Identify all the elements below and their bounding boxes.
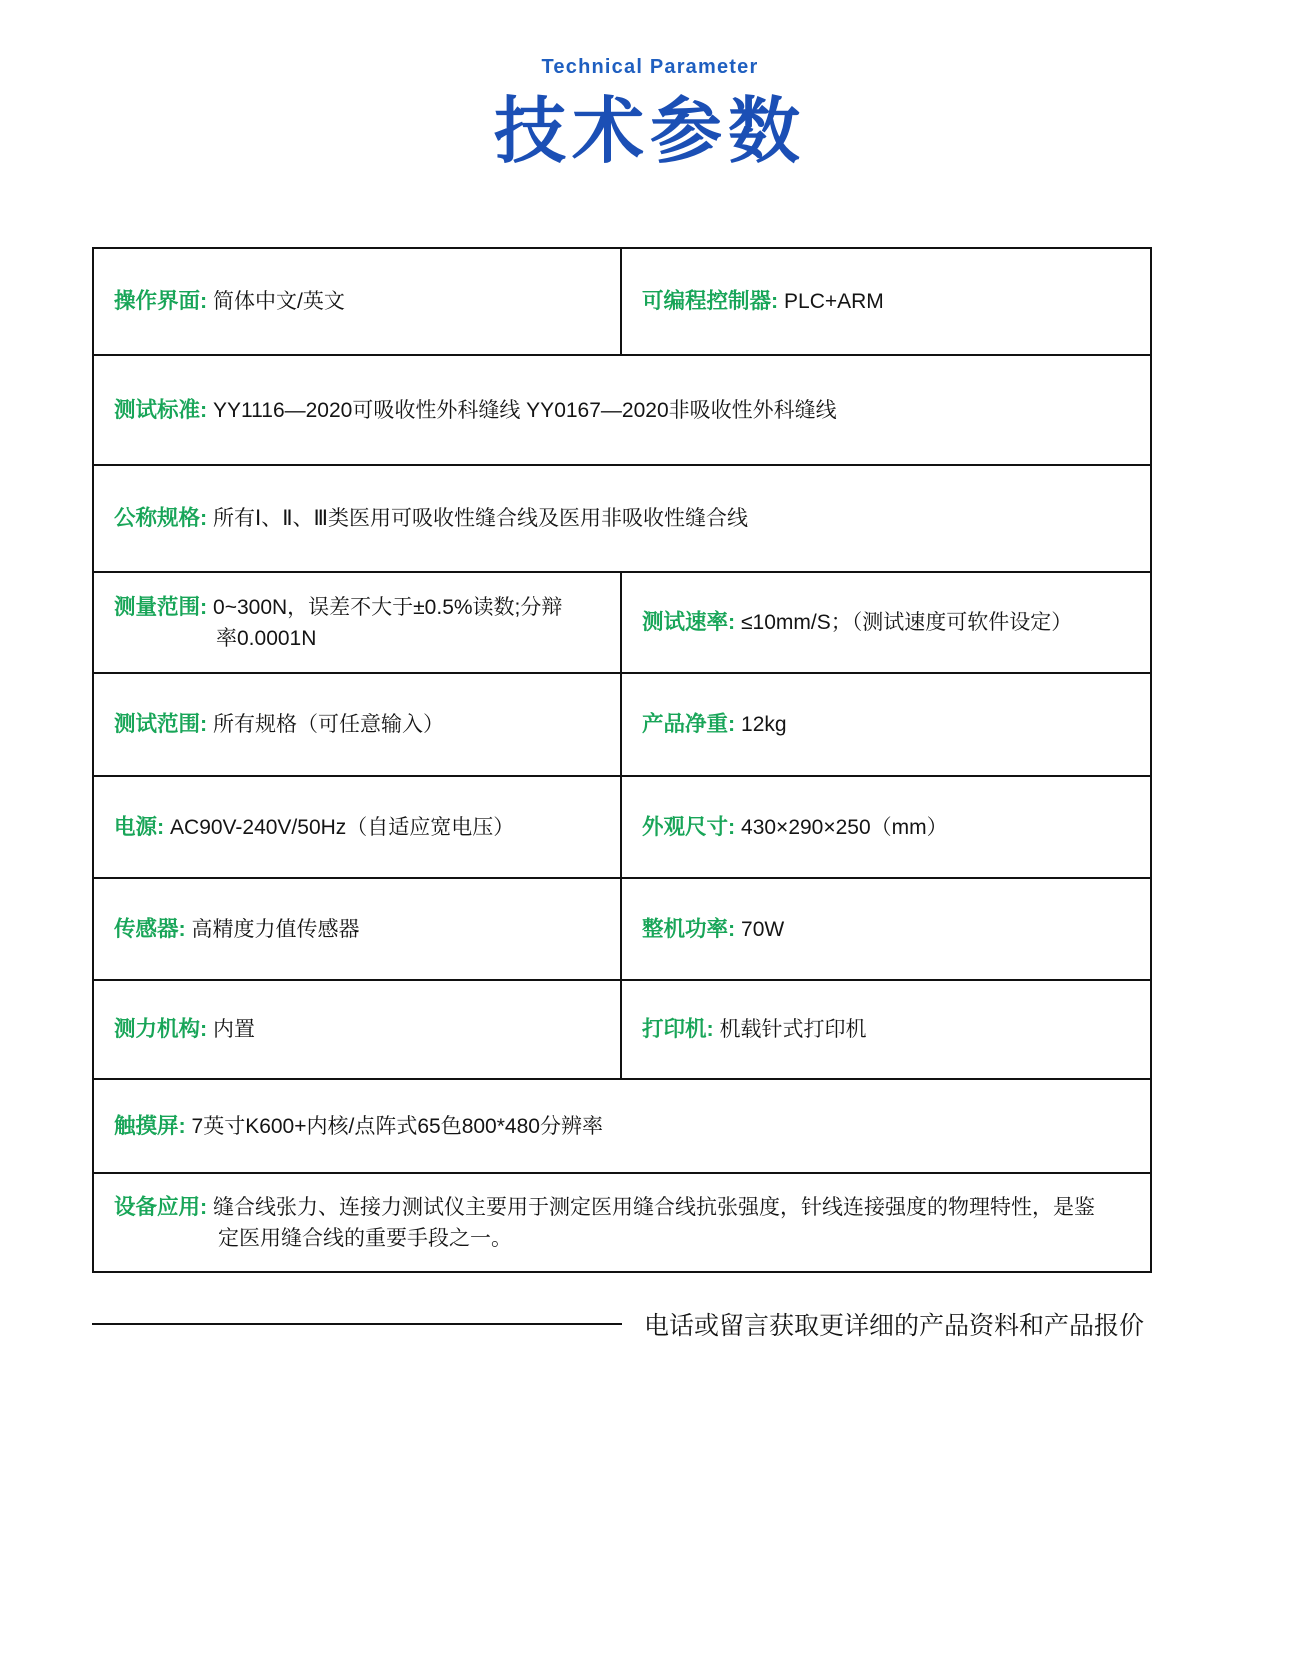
spec-value-line2: 率0.0001N: [216, 627, 317, 650]
spec-cell-printer: [622, 981, 1150, 1078]
spec-value: 430×290×250（mm）: [741, 815, 948, 839]
spec-label: 公称规格:: [114, 506, 208, 531]
spec-label: 外观尺寸:: [642, 814, 736, 839]
spec-label: 测力机构:: [114, 1017, 208, 1042]
spec-value: PLC+ARM: [784, 290, 884, 314]
page-eyebrow: Technical Parameter: [541, 56, 759, 78]
spec-cell-operation-interface: [94, 249, 622, 354]
spec-value: ≤10mm/S；（测试速度可软件设定）: [741, 611, 1073, 635]
spec-label: 测试速率:: [642, 610, 736, 635]
spec-value: AC90V-240V/50Hz（自适应宽电压）: [170, 815, 515, 839]
spec-value: 机载针式打印机: [719, 1018, 867, 1042]
spec-label: 测试标准:: [114, 397, 208, 422]
spec-cell-test-speed: [622, 573, 1150, 672]
spec-table: [92, 247, 1152, 1273]
spec-cell-plc-controller: [622, 249, 1150, 354]
spec-cell-touchscreen: [94, 1080, 1150, 1172]
spec-value: 12kg: [741, 713, 787, 737]
table-row: [94, 674, 1150, 777]
spec-label: 操作界面:: [114, 289, 208, 314]
spec-value: YY1116—2020可吸收性外科缝线 YY0167—2020非吸收性外科缝线: [213, 398, 837, 422]
page-title: 技术参数: [493, 92, 806, 172]
spec-label: 测量范围:: [114, 594, 208, 619]
spec-value-line2: 定医用缝合线的重要手段之一。: [218, 1227, 512, 1250]
spec-cell-test-standard: [94, 356, 1150, 464]
spec-label: 可编程控制器:: [642, 289, 779, 314]
page-footer: [92, 1306, 1152, 1342]
footer-divider: [92, 1323, 622, 1325]
spec-label: 触摸屏:: [114, 1113, 186, 1138]
spec-label: 电源:: [114, 814, 165, 839]
spec-value: 所有Ⅰ、Ⅱ、Ⅲ类医用可吸收性缝合线及医用非吸收性缝合线: [213, 507, 749, 531]
table-row: [94, 356, 1150, 466]
spec-cell-sensor: [94, 879, 622, 979]
table-row: [94, 573, 1150, 674]
spec-value: 简体中文/英文: [213, 290, 345, 314]
spec-value: 70W: [741, 917, 785, 941]
spec-label: 设备应用:: [114, 1194, 208, 1219]
spec-cell-application: [94, 1174, 1150, 1271]
spec-cell-test-range: [94, 674, 622, 775]
footer-contact-text: 电话或留言获取更详细的产品资料和产品报价: [644, 1312, 1145, 1340]
spec-cell-force-mechanism: [94, 981, 622, 1078]
spec-value: 缝合线张力、连接力测试仪主要用于测定医用缝合线抗张强度，针线连接强度的物理特性，是鉴: [213, 1195, 1096, 1219]
table-row: [94, 466, 1150, 573]
spec-value: 高精度力值传感器: [191, 917, 360, 941]
spec-value: 0~300N，误差不大于±0.5%读数;分辩: [213, 595, 563, 619]
page-header: [0, 0, 1300, 171]
spec-cell-net-weight: [622, 674, 1150, 775]
spec-label: 传感器:: [114, 916, 186, 941]
table-row: [94, 879, 1150, 981]
spec-cell-dimensions: [622, 777, 1150, 877]
spec-label: 打印机:: [642, 1017, 714, 1042]
spec-value: 所有规格（可任意输入）: [213, 713, 445, 737]
spec-label: 产品净重:: [642, 712, 736, 737]
table-row: [94, 249, 1150, 356]
table-row: [94, 777, 1150, 879]
spec-label: 测试范围:: [114, 712, 208, 737]
spec-label: 整机功率:: [642, 916, 736, 941]
spec-cell-total-power: [622, 879, 1150, 979]
table-row: [94, 1174, 1150, 1271]
spec-cell-nominal-spec: [94, 466, 1150, 571]
spec-cell-power-supply: [94, 777, 622, 877]
table-row: [94, 1080, 1150, 1174]
spec-cell-measuring-range: [94, 573, 622, 672]
spec-value: 内置: [213, 1018, 256, 1042]
table-row: [94, 981, 1150, 1080]
spec-value: 7英寸K600+内核/点阵式65色800*480分辨率: [191, 1114, 603, 1138]
